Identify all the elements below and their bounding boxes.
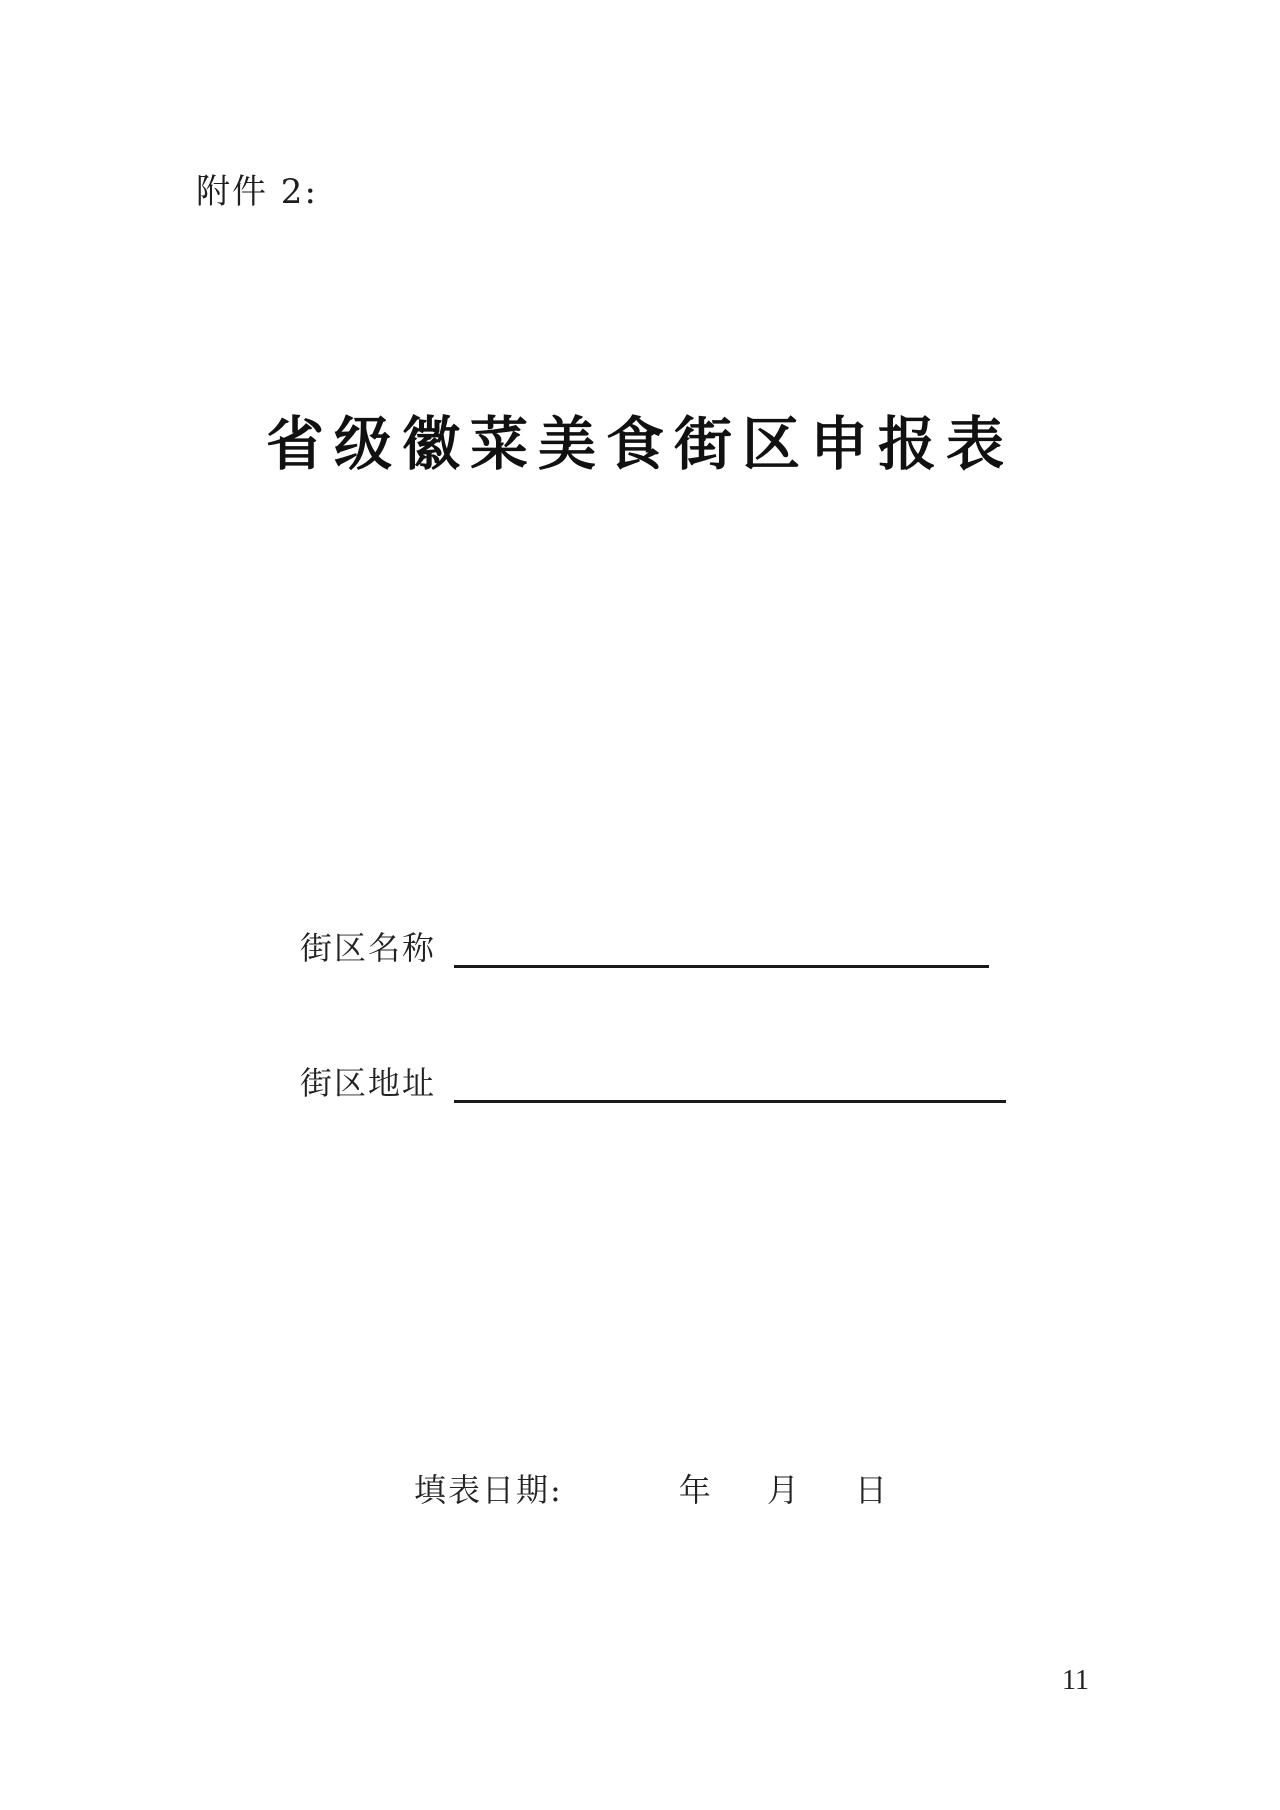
fill-date-month: 月 [766, 1471, 799, 1509]
fill-date-label: 填表日期: [414, 1471, 563, 1509]
document-title: 省级徽菜美食街区申报表 [265, 410, 1014, 478]
attachment-label: 附件 2: [196, 172, 318, 212]
fill-date-year: 年 [678, 1471, 711, 1509]
fill-date-row [414, 1468, 887, 1512]
fill-date-day: 日 [854, 1471, 887, 1509]
page-number: 11 [1062, 1665, 1089, 1696]
district-name-label: 街区名称 [300, 929, 437, 967]
district-address-label: 街区地址 [300, 1064, 437, 1102]
district-name-field [300, 918, 989, 968]
district-name-blank-line[interactable] [454, 929, 989, 968]
district-address-blank-line[interactable] [454, 1064, 1006, 1103]
district-address-field [300, 1053, 1006, 1103]
